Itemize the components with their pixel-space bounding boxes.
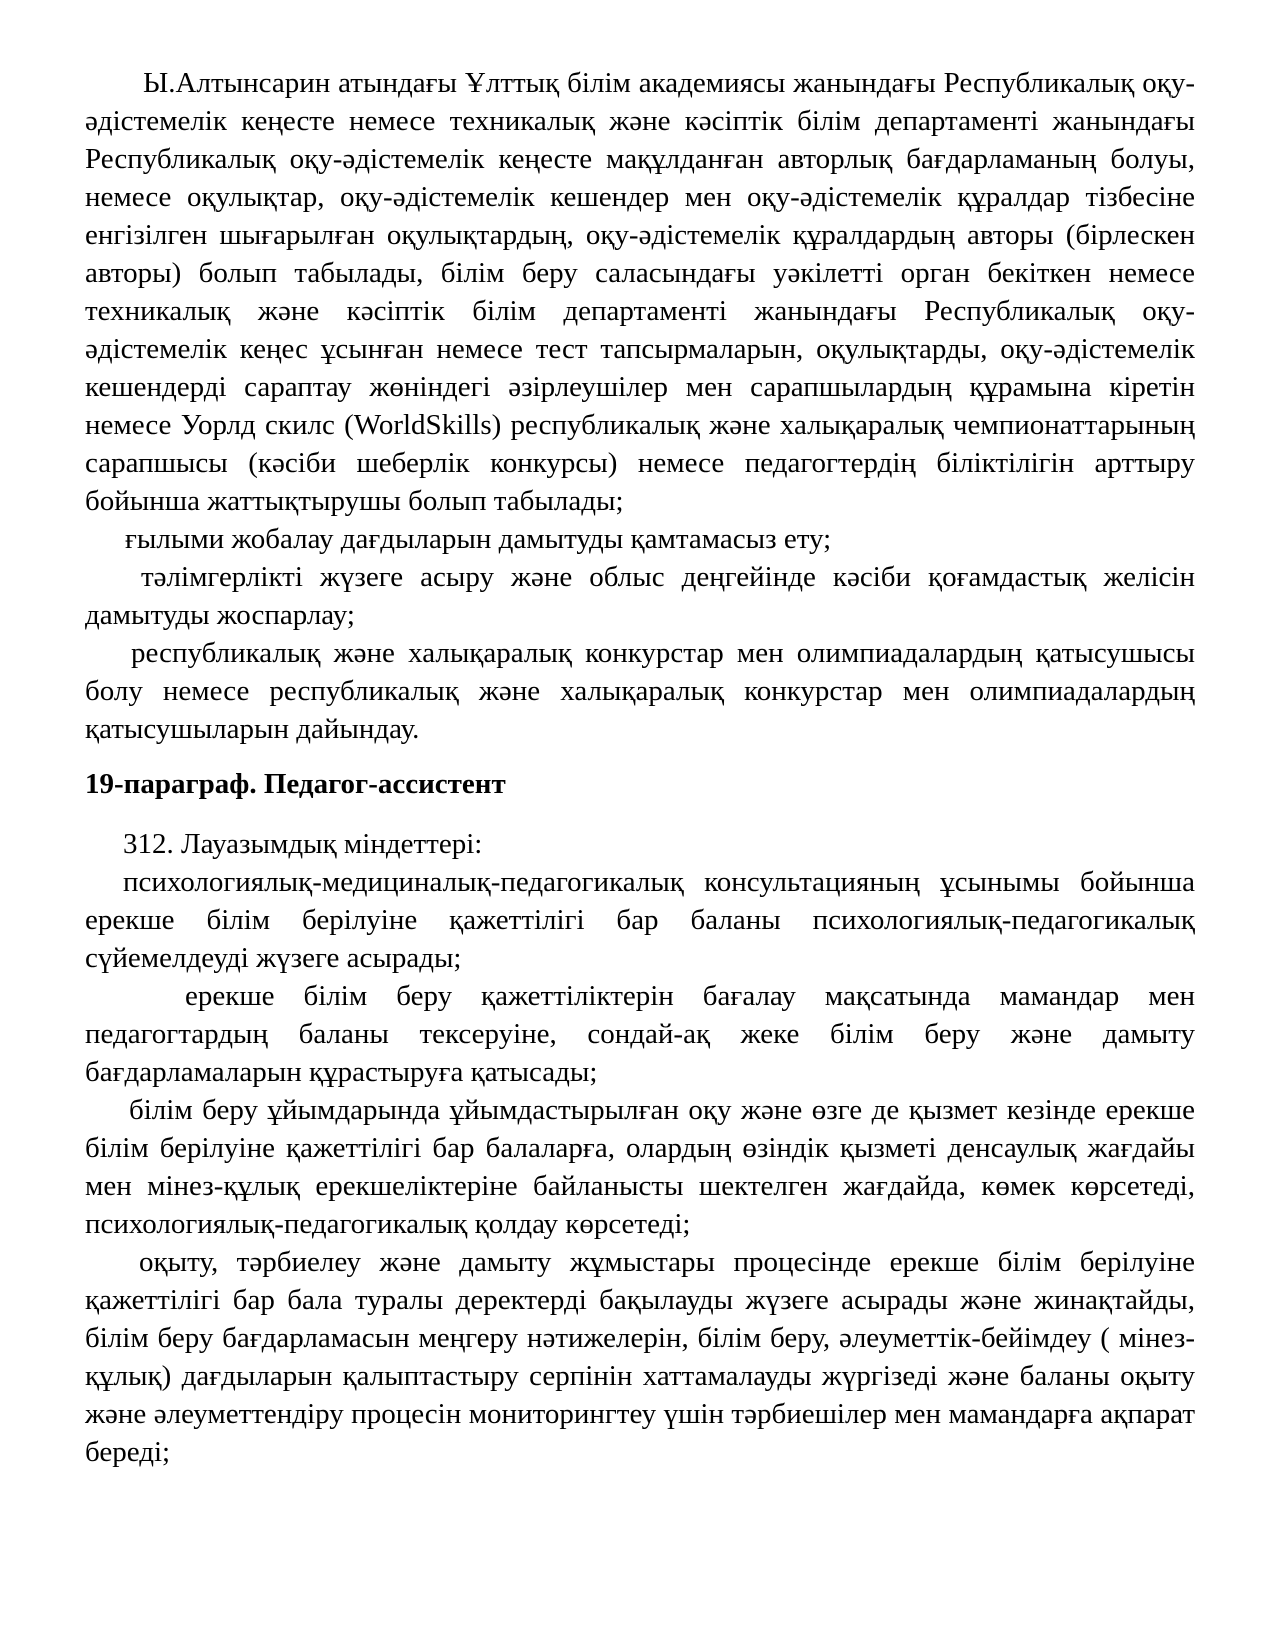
- section-heading-pedagog-assistant: 19-параграф. Педагог-ассистент: [85, 768, 506, 800]
- paragraph-authorship-requirements: Ы.Алтынсарин атындағы Ұлттық білім академиясы жанындағы Республикалық оқу-әдістемелік кеңесте немесе техникалық және кәсіптік білім департаменті жанындағы Республикалық оқу-әдістемелік кеңесте мақұлданған авторлық бағдарламаның болуы, немесе оқулықтар, оқу-әдістемелік кешендер мен оқу-әдістемелік құралдар тізбесіне енгізілген шығарылған оқулықтардың, оқу-әдістемелік құралдардың авторы (бірлескен авторы) болып табылады, білім беру саласындағы уәкілетті орган бекіткен немесе техникалық және кәсіптік білім департаменті жанындағы Республикалық оқу-әдістемелік кеңес ұсынған немесе тест тапсырмаларын, оқулықтарды, оқу-әдістемелік кешендерді сараптау жөніндегі әзірлеушілер мен сарапшылардың құрамына кіретін немесе Уорлд скилс (WorldSkills) республикалық және халықаралық чемпионаттарының сарапшысы (кәсіби шеберлік конкурсы) немесе педагогтердің біліктілігін арттыру бойынша жаттықтырушы болып табылады;: [85, 67, 1195, 517]
- paragraph-mentorship: тәлімгерлікті жүзеге асыру және облыс деңгейінде кәсіби қоғамдастық желісін дамытуды жоспарлау;: [85, 561, 1195, 631]
- paragraph-science-project-skills: ғылыми жобалау дағдыларын дамытуды қамтамасыз ету;: [125, 523, 832, 555]
- paragraph-assessment-participation: ерекше білім беру қажеттіліктерін бағалау мақсатында мамандар мен педагогтардың баланы тексеруіне, сондай-ақ жеке білім беру және дамыту бағдарламаларын құрастыруға қатысады;: [85, 980, 1195, 1088]
- paragraph-competitions: республикалық және халықаралық конкурстар мен олимпиадалардың қатысушысы болу немесе республикалық және халықаралық конкурстар мен олимпиадалардың қатысушыларын дайындау.: [85, 637, 1195, 745]
- paragraph-help-children: білім беру ұйымдарында ұйымдастырылған оқу және өзге де қызмет кезінде ерекше білім берілуіне қажеттілігі бар балаларға, олардың өзіндік қызметі денсаулық жағдайы мен мінез-құлық ерекшеліктеріне байланысты шектелген жағдайда, көмек көрсетеді, психологиялық-педагогикалық қолдау көрсетеді;: [85, 1094, 1195, 1240]
- paragraph-psych-support: психологиялық-медициналық-педагогикалық консультацияның ұсынымы бойынша ерекше білім берілуіне қажеттілігі бар баланы психологиялық-педагогикалық сүйемелдеуді жүзеге асырады;: [85, 866, 1195, 974]
- paragraph-item-312-duties: 312. Лауазымдық міндеттері:: [123, 828, 483, 860]
- paragraph-monitoring-data: оқыту, тәрбиелеу және дамыту жұмыстары процесінде ерекше білім берілуіне қажеттілігі бар бала туралы деректерді бақылауды жүзеге асырады және жинақтайды, білім беру бағдарламасын меңгеру нәтижелерін, білім беру, әлеуметтік-бейімдеу ( мінез-құлық) дағдыларын қалыптастыру серпінін хаттамалауды жүргізеді және баланы оқыту және әлеуметтендіру процесін мониторингтеу үшін тәрбиешілер мен мамандарға ақпарат береді;: [85, 1246, 1195, 1468]
